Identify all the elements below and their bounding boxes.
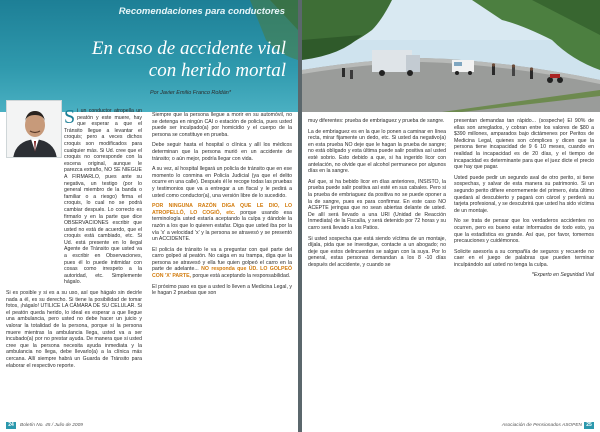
- page-number-right: 25: [584, 422, 594, 429]
- right-page: [302, 0, 600, 432]
- highlighted-text: POR NINGUNA RAZÓN DIGA QUE LE DIO, LO ATROPELLÓ, LO COGIÓ, etc.: [152, 203, 292, 216]
- paragraph: No se trata de pensar que los verdaderos accidentes no ocurren, pero es bueno estar informados de todo esto, ya que la estadística es grande. Así que, por favor, tomemos precauciones y cuidémonos.: [454, 218, 594, 245]
- paragraph: i un conductor atropella un peatón y este muere, hay que esperar a que el Tránsito llegue a levantar el croquis; pero a veces dichos croquis son modificados para cualquier más. Si Ud. cree que el croquis no corresponde con la escena original, aunque le parezca extraño, NO SE NIEGUE A FIRMARLO, pues ante su negativa, un testigo (por lo general miembro de la banda o familiar o a riesgo) firma el croquis, lo cual no se podrá cambiar después. Lo correcto es firmarlo y en la parte que dice OBSERVACIONES escribir que usted no está de acuerdo, que el croquis está cambiado, etc. Si Ud. está presente en lo ilegal Agente de Tránsito que usted va a escribir en Observaciones, pues él lo puede intimidar con cosas como irrespeto a la autoridad, etc. Simplemente hágalo.: [64, 108, 142, 286]
- right-column-2: [454, 118, 594, 283]
- paragraph: A su vez, al hospital llegará un policía de tránsito que en ese momento lo conmina en Policía Judicial (ya que el delito ocurre en una calle). Después él le recoge todas las pruebas y testimonios que va a entregar a un fiscal y le pedirá a usted como conductor(a), una versión libre de lo sucedido.: [152, 166, 292, 199]
- paragraph: El policía de tránsito le va a preguntar con qué parte del carro golpeó al peatón. No caiga en su trampa, diga que la persona se atravesó y ella fue quien golpeó el carro en la parte de adelante...: [152, 246, 292, 273]
- drop-cap: S: [64, 106, 76, 128]
- highlighted-text: NO responda que ÚD. LO GOLPEÓ CON 'X' PARTE,: [152, 266, 292, 280]
- article-title-line2: con herido mortal: [148, 60, 286, 81]
- author-byline: Por Javier Emilio Franco Roldán*: [150, 90, 232, 96]
- article-header: [0, 0, 298, 112]
- paragraph: Usted puede pedir un segundo aval de otro perito, si tiene sospechas, y salvar de esta manera su patrimonio. Si un segundo perito difiere enormemente del primero, ésta último quedará al descubierto y pagará con cárcel y perderá su tarjeta profesional, y se descubrirá que usted ha sido víctima de un montaje.: [454, 174, 594, 214]
- page-number-left: 24: [6, 422, 16, 429]
- paragraph: Debe seguir hasta el hospital o clínica y allí los médicos determinan que la persona murió en un accidente de tránsito; o aún mejor, podría llegar con vida.: [152, 142, 292, 162]
- paragraph: Solicite asesoría a su compañía de seguros y recuerde no caer en el juego de palabras que pueden terminar inculpándolo así usted no tenga la culpa.: [454, 248, 594, 268]
- paragraph: Si usted sospecha que está siendo víctima de un montaje, díjala, pida que se investigue, contacte a un abogado; no deje que estos delincuentes se salgan con la suya. Por lo general, estas personas demandan a los 8 -10 días después del accidente, y cuando se: [308, 235, 446, 268]
- paragraph: Si es posible y si es a su uso, así que hágalo sin decirle nada a él, es su derecho. Si tiene la posibilidad de tomar fotos, ¡hágalo! UTILICE LA CÁMARA DE SU CELULAR. Si el peatón queda herido, lo ideal es esperar a que llegue una ambulancia, pero usted no debe hacer un juicio y valorar la totalidad de la persona, porque si la persona muere mientras la ambulancia llega, usted va a ser incubado(a) por no prestar ayuda. De manera que si usted cree que la persona necesita ayuda inmediata y la ambulancia no llega, debe llevarlo(a) a la clínica más cercana. Allí siempre habrá un Guarda de Tránsito para elaborar el respectivo reporte.: [6, 290, 142, 369]
- paragraph: muy diferentes: prueba de embriaguez y prueba de sangre.: [308, 118, 445, 124]
- author-credit: *Experto en Seguridad Vial: [531, 272, 594, 279]
- footer-text-right: Asociación de Pensionados ASOPEN: [501, 423, 582, 428]
- paragraph: El próximo paso es que a usted lo lleven a Medicina Legal, y le hagan 2 pruebas que son: [152, 283, 292, 297]
- right-column-1: [308, 118, 446, 272]
- paragraph: La de embriaguez es en la que lo ponen a caminar en línea recta, mirar fijamente un dedo, etc. Si usted da negativo(a) en esta prueba NO deje que le hagan la prueba de sangre; no está obligado y esta última puede salir positiva así usted esté sobrio. Esto debido a que, si ha ingerido licor con antelación, no olvide que el alcohol permanece por algunos días en la sangre.: [308, 128, 446, 175]
- article-title-line1: En caso de accidente vial: [91, 38, 286, 59]
- paragraph: Así que, si ha bebido licor en días anteriores, INSISTO, la prueba puede salir positiva así esté en sus cabales. Pero si la prueba de embriaguez da positiva no se puede oponer a la de sangre, pues es para confirmar. En este caso NO ACEPTE jeringas que no sean abiertas delante de usted. De allí será llevado a una URI (Unidad de Reacción Inmediata) de la Fiscalía, y será detenido por 72 horas y su carro será llevado a los Patios.: [308, 178, 446, 231]
- left-column-2: [152, 112, 292, 301]
- paragraph: porque usando esa terminología usted estaría aceptando la culpa y dándole la razón a los que lo quieren estafar. Diga que usted iba por la vía 'x' a velocidad 'x' y la persona se atravesó y se presentó un ACCIDENTE.: [152, 209, 292, 243]
- section-label: Recomendaciones para conductores: [118, 6, 285, 17]
- footer-text-left: Boletín No. 45 / Julio de 2009: [20, 423, 83, 428]
- accident-photo: [302, 0, 600, 112]
- left-column-1: [6, 108, 142, 373]
- paragraph: presentan demandas tan rápido... (sospeche) El 90% de ellas son arreglados, y cobran entre los valores de $80 a $390 millones, amparados bajo dictámenes por Peritos de Medicina Legal, quienes son cómplices y dicen que la persona tiene incapacidad de 9 6 10 meses, cuando en realidad la incapacidad es de 20 días, y el tiempo de incapacidad es determinante para que el juez dicte el precio que hay que pagar.: [454, 118, 594, 171]
- paragraph: Siempre que la persona llegue a morir en su automóvil, no se detenga en ningún CAI o estación de policía, pues usted puede ser inculpado(a) por homicidio y el cuerpo de la persona se constituye en prueba.: [152, 112, 292, 138]
- left-page: [0, 0, 298, 432]
- paragraph: porque está aceptando la responsabilidad.: [192, 273, 291, 280]
